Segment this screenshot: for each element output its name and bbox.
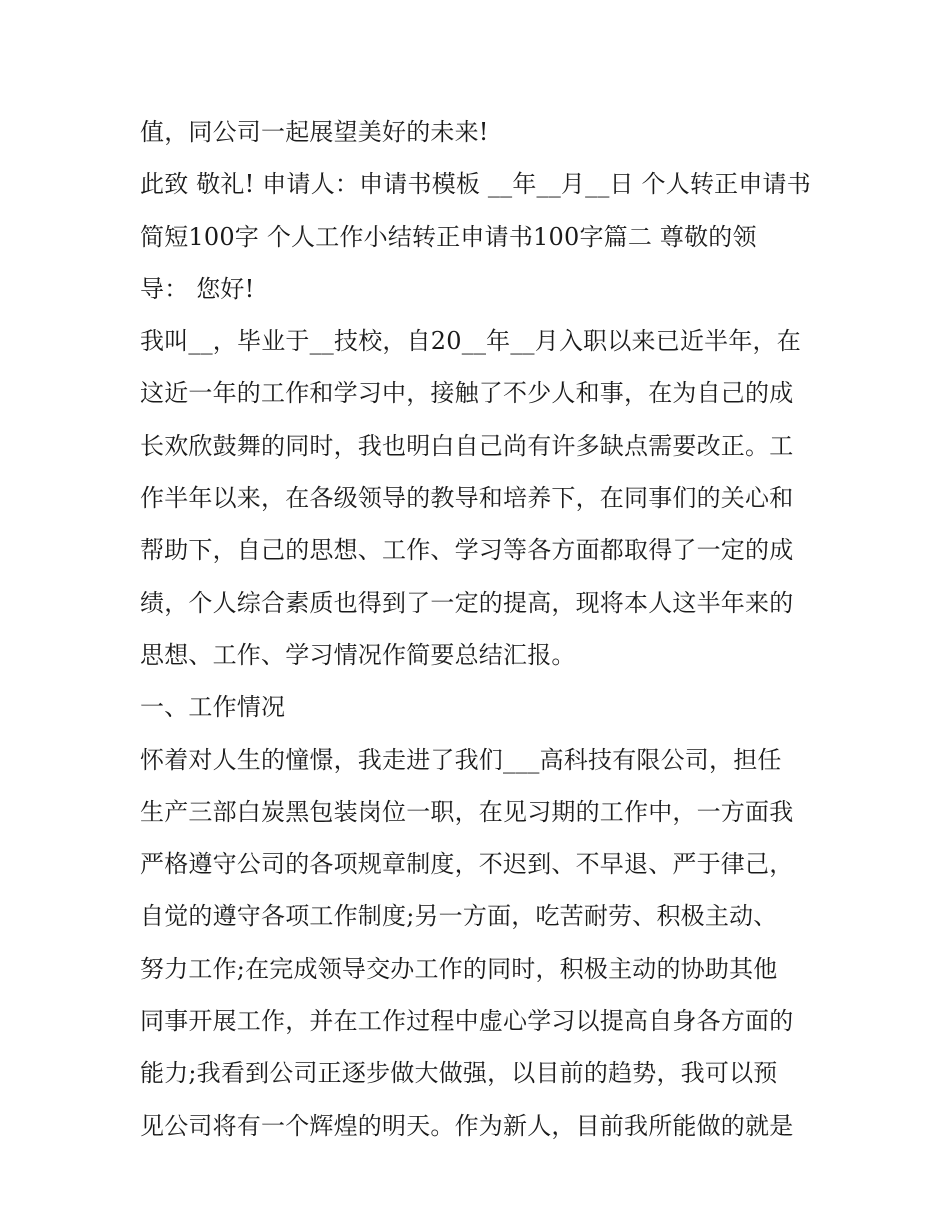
document-body xyxy=(140,106,820,1152)
text-line: 此致 敬礼! 申请人：申请书模板 __年__月__日 个人转正申请书 xyxy=(140,170,811,199)
text-line: 能力;我看到公司正逐步做大做强，以目前的趋势，我可以预 xyxy=(140,1059,778,1088)
text-line: 绩，个人综合素质也得到了一定的提高，现将本人这半年来的 xyxy=(140,588,794,617)
text-line: 同事开展工作，并在工作过程中虚心学习以提高自身各方面的 xyxy=(140,1007,794,1036)
text-line: 怀着对人生的憧憬，我走进了我们___高科技有限公司，担任 xyxy=(140,745,782,774)
text-line: 导： 您好! xyxy=(140,274,255,303)
section-heading: 一、工作情况 xyxy=(140,693,286,722)
text-line: 这近一年的工作和学习中，接触了不少人和事，在为自己的成 xyxy=(140,379,794,408)
text-line: 作半年以来，在各级领导的教导和培养下，在同事们的关心和 xyxy=(140,484,794,513)
text-line: 见公司将有一个辉煌的明天。作为新人，目前我所能做的就是 xyxy=(140,1111,794,1140)
text-line: 简短100字 个人工作小结转正申请书100字篇二 尊敬的领 xyxy=(140,222,757,251)
text-line: 自觉的遵守各项工作制度;另一方面，吃苦耐劳、积极主动、 xyxy=(140,902,778,931)
text-line: 努力工作;在完成领导交办工作的同时，积极主动的协助其他 xyxy=(140,954,778,983)
text-line: 严格遵守公司的各项规章制度，不迟到、不早退、严于律己， xyxy=(140,850,794,879)
text-line: 思想、工作、学习情况作简要总结汇报。 xyxy=(140,640,576,669)
text-line: 生产三部白炭黑包装岗位一职，在见习期的工作中，一方面我 xyxy=(140,797,794,826)
text-line: 帮助下，自己的思想、工作、学习等各方面都取得了一定的成 xyxy=(140,536,794,565)
text-line: 值，同公司一起展望美好的未来! xyxy=(140,118,489,146)
text-line: 我叫__，毕业于__技校，自20__年__月入职以来已近半年，在 xyxy=(140,327,801,356)
text-line: 长欢欣鼓舞的同时，我也明白自己尚有许多缺点需要改正。工 xyxy=(140,431,794,460)
